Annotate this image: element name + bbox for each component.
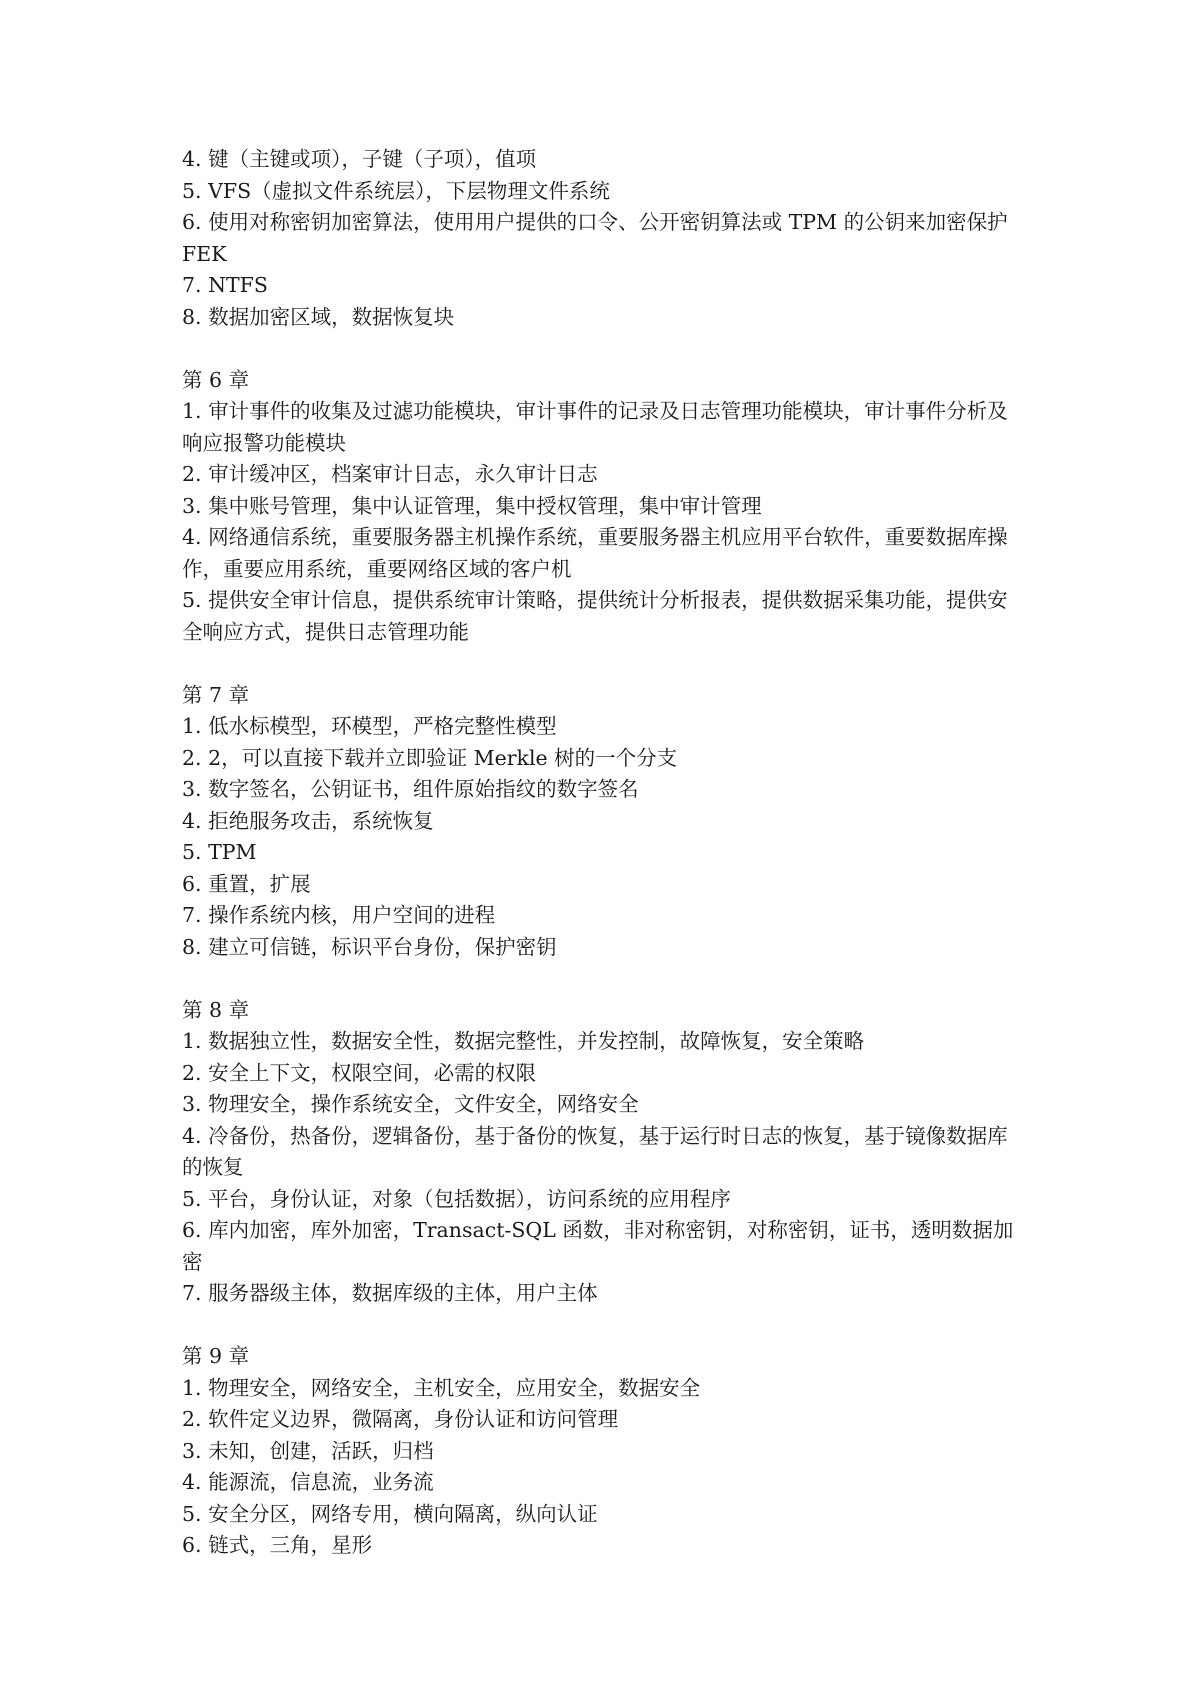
section-gap — [182, 333, 1022, 365]
list-item: 1. 低水标模型，环模型，严格完整性模型 — [182, 714, 557, 738]
list-item: 4. 冷备份，热备份，逻辑备份，基于备份的恢复，基于运行时日志的恢复，基于镜像数据库的恢复 — [182, 1123, 1008, 1179]
list-item: 5. VFS（虚拟文件系统层），下层物理文件系统 — [182, 178, 610, 203]
list-item: 1. 数据独立性，数据安全性，数据完整性，并发控制，故障恢复，安全策略 — [182, 1029, 865, 1053]
list-item: 7. 操作系统内核，用户空间的进程 — [182, 903, 496, 927]
list-item: 5. 提供安全审计信息，提供系统审计策略，提供统计分析报表，提供数据采集功能，提供安全响应方式，提供日志管理功能 — [182, 588, 1008, 644]
list-item: 6. 链式，三角，星形 — [182, 1533, 373, 1557]
list-item: 3. 数字签名，公钥证书，组件原始指纹的数字签名 — [182, 777, 639, 801]
chapter-9-section — [182, 1341, 1022, 1562]
chapter-heading: 第 9 章 — [182, 1344, 250, 1368]
list-item: 8. 数据加密区域，数据恢复块 — [182, 304, 455, 329]
list-item: 6. 重置，扩展 — [182, 871, 311, 896]
list-item: 4. 网络通信系统，重要服务器主机操作系统，重要服务器主机应用平台软件，重要数据库操作，重要应用系统，重要网络区域的客户机 — [182, 525, 1008, 581]
list-item: 2. 安全上下文，权限空间，必需的权限 — [182, 1060, 537, 1085]
list-item: 4. 能源流，信息流，业务流 — [182, 1470, 434, 1494]
list-item: 2. 2，可以直接下载并立即验证 Merkle 树的一个分支 — [182, 745, 678, 770]
list-item: 2. 软件定义边界，微隔离，身份认证和访问管理 — [182, 1407, 619, 1431]
list-item: 5. 安全分区，网络专用，横向隔离，纵向认证 — [182, 1501, 598, 1526]
list-item: 5. TPM — [182, 840, 257, 864]
chapter-8-section — [182, 995, 1022, 1310]
list-item: 3. 未知，创建，活跃，归档 — [182, 1438, 434, 1463]
chapter-6-section — [182, 365, 1022, 649]
section-gap — [182, 963, 1022, 995]
list-item: 1. 物理安全，网络安全，主机安全，应用安全，数据安全 — [182, 1375, 701, 1400]
list-item: 7. NTFS — [182, 273, 268, 297]
list-item: 6. 使用对称密钥加密算法，使用用户提供的口令、公开密钥算法或 TPM 的公钥来加密保护FEK — [182, 210, 1008, 266]
list-item: 6. 库内加密，库外加密，Transact-SQL 函数，非对称密钥，对称密钥，证书，透明数据加密 — [182, 1218, 1014, 1274]
list-item: 8. 建立可信链，标识平台身份，保护密钥 — [182, 934, 557, 959]
chapter-heading: 第 8 章 — [182, 997, 250, 1022]
list-item: 2. 审计缓冲区，档案审计日志，永久审计日志 — [182, 462, 598, 486]
intro-section — [182, 144, 1022, 333]
section-gap — [182, 648, 1022, 680]
list-item: 7. 服务器级主体，数据库级的主体，用户主体 — [182, 1281, 598, 1305]
chapter-heading: 第 6 章 — [182, 367, 250, 392]
list-item: 5. 平台，身份认证，对象（包括数据），访问系统的应用程序 — [182, 1186, 731, 1211]
section-gap — [182, 1310, 1022, 1342]
list-item: 1. 审计事件的收集及过滤功能模块，审计事件的记录及日志管理功能模块，审计事件分析及响应报警功能模块 — [182, 399, 1008, 455]
list-item: 4. 键（主键或项），子键（子项），值项 — [182, 147, 537, 171]
list-item: 4. 拒绝服务攻击，系统恢复 — [182, 808, 434, 833]
list-item: 3. 物理安全，操作系统安全，文件安全，网络安全 — [182, 1092, 639, 1116]
chapter-heading: 第 7 章 — [182, 682, 250, 707]
list-item: 3. 集中账号管理，集中认证管理，集中授权管理，集中审计管理 — [182, 493, 762, 518]
document-page — [182, 144, 1022, 1562]
chapter-7-section — [182, 680, 1022, 964]
